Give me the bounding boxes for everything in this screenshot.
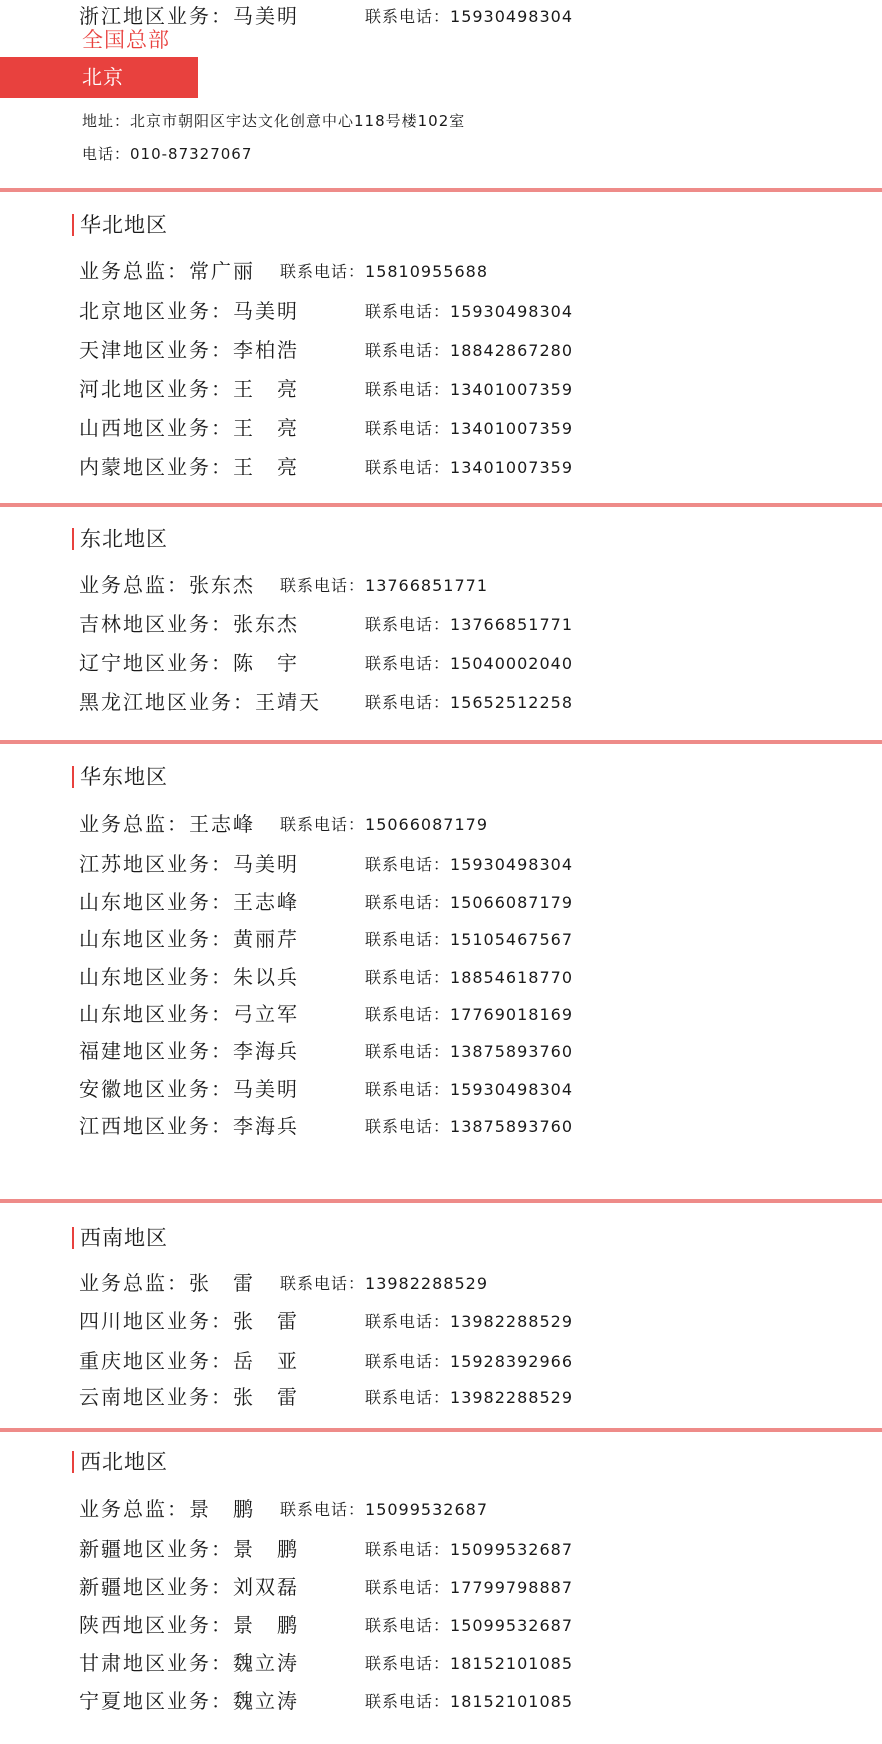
rep-row: [0, 1685, 882, 1715]
rep-row: [0, 1110, 882, 1140]
rep-row: [0, 1035, 882, 1065]
region-divider: [0, 740, 882, 744]
rep-row: [0, 1533, 882, 1563]
contact-phone: [365, 1002, 573, 1025]
rep-row: [0, 373, 882, 403]
hq-address: 地址：北京市朝阳区宇达文化创意中心118号楼102室: [82, 112, 466, 130]
contact-name: 福建地区业务：李海兵: [79, 1039, 299, 1063]
contact-name: 业务总监：张东杰: [79, 573, 255, 597]
phone-number: 18152101085: [450, 1654, 573, 1673]
phone-label: 联系电话：: [365, 1117, 451, 1136]
region-divider: [0, 503, 882, 507]
contact-phone: [365, 1385, 573, 1408]
contact-name: 陕西地区业务：景 鹏: [79, 1613, 299, 1637]
phone-label: 联系电话：: [365, 1616, 451, 1635]
director-row: [0, 808, 882, 838]
phone-label: 联系电话：: [365, 693, 451, 712]
contact-name: 山东地区业务：王志峰: [79, 890, 299, 914]
contact-phone: [365, 927, 573, 950]
contact-phone: [365, 1349, 573, 1372]
phone-label: 联系电话：: [280, 815, 366, 834]
contact-name: 河北地区业务：王 亮: [79, 377, 299, 401]
phone-number: 13766851771: [365, 576, 488, 595]
contact-name: 天津地区业务：李柏浩: [79, 338, 299, 362]
phone-number: 13401007359: [450, 380, 573, 399]
phone-number: 13875893760: [450, 1042, 573, 1061]
phone-label: 联系电话：: [365, 1080, 451, 1099]
contact-name: 业务总监：景 鹏: [79, 1497, 255, 1521]
contact-name: 甘肃地区业务：魏立涛: [79, 1651, 299, 1675]
phone-number: 13982288529: [450, 1312, 573, 1331]
rep-row: [0, 412, 882, 442]
contact-phone: [365, 1114, 573, 1137]
contact-phone: [365, 338, 573, 361]
contact-name: 四川地区业务：张 雷: [79, 1309, 299, 1333]
phone-number: 15099532687: [450, 1540, 573, 1559]
contact-phone: [365, 1689, 573, 1712]
contact-phone: [280, 259, 488, 282]
contact-phone: [365, 890, 573, 913]
phone-number: 13982288529: [365, 1274, 488, 1293]
phone-label: 联系电话：: [365, 1352, 451, 1371]
rep-row: [0, 295, 882, 325]
phone-number: 15066087179: [365, 815, 488, 834]
contact-phone: [365, 299, 573, 322]
rep-row: [0, 923, 882, 953]
phone-number: 15930498304: [450, 855, 573, 874]
contact-name: 吉林地区业务：张东杰: [79, 612, 299, 636]
region-divider: [0, 1199, 882, 1203]
phone-label: 联系电话：: [365, 930, 451, 949]
contact-phone: [365, 690, 573, 713]
rep-row: [0, 1305, 882, 1335]
phone-number: 15930498304: [450, 7, 573, 26]
phone-number: 18842867280: [450, 341, 573, 360]
phone-label: 联系电话：: [280, 262, 366, 281]
contact-phone: [365, 1651, 573, 1674]
contact-phone: [365, 651, 573, 674]
contact-name: 云南地区业务：张 雷: [79, 1385, 299, 1409]
hq-title: 全国总部: [82, 28, 170, 52]
region-title: 西南地区: [72, 1226, 168, 1250]
contact-name: 山东地区业务：朱以兵: [79, 965, 299, 989]
phone-number: 15099532687: [450, 1616, 573, 1635]
contact-name: 山东地区业务：黄丽芹: [79, 927, 299, 951]
phone-label: 联系电话：: [365, 1654, 451, 1673]
director-row: [0, 255, 882, 285]
phone-label: 联系电话：: [280, 1274, 366, 1293]
contact-name: 北京地区业务：马美明: [79, 299, 299, 323]
rep-row: [0, 686, 882, 716]
rep-row: [0, 961, 882, 991]
contact-phone: [365, 612, 573, 635]
phone-number: 17769018169: [450, 1005, 573, 1024]
contact-phone: [365, 416, 573, 439]
contact-phone: [365, 1537, 573, 1560]
contact-name: 内蒙地区业务：王 亮: [79, 455, 299, 479]
contact-name: 江苏地区业务：马美明: [79, 852, 299, 876]
phone-number: 15928392966: [450, 1352, 573, 1371]
phone-number: 15040002040: [450, 654, 573, 673]
region-title: 华东地区: [72, 765, 168, 789]
contact-name: 山西地区业务：王 亮: [79, 416, 299, 440]
contact-name: 新疆地区业务：刘双磊: [79, 1575, 299, 1599]
contact-phone: [365, 4, 573, 27]
phone-label: 联系电话：: [365, 380, 451, 399]
phone-label: 联系电话：: [365, 302, 451, 321]
phone-number: 18152101085: [450, 1692, 573, 1711]
phone-label: 联系电话：: [365, 458, 451, 477]
director-row: [0, 1493, 882, 1523]
phone-label: 联系电话：: [365, 1540, 451, 1559]
contact-name: 黑龙江地区业务：王靖天: [79, 690, 321, 714]
contact-phone: [365, 1039, 573, 1062]
contact-phone: [365, 455, 573, 478]
hq-city-banner: 北京: [0, 57, 198, 98]
region-divider: [0, 188, 882, 192]
phone-number: 13401007359: [450, 458, 573, 477]
phone-number: 15105467567: [450, 930, 573, 949]
phone-label: 联系电话：: [365, 1388, 451, 1407]
rep-row: [0, 886, 882, 916]
phone-label: 联系电话：: [365, 968, 451, 987]
phone-label: 联系电话：: [365, 893, 451, 912]
contact-name: 新疆地区业务：景 鹏: [79, 1537, 299, 1561]
rep-row: [0, 1345, 882, 1375]
contact-phone: [365, 1575, 573, 1598]
phone-number: 15066087179: [450, 893, 573, 912]
rep-row: [0, 1609, 882, 1639]
contact-phone: [365, 1309, 573, 1332]
phone-label: 联系电话：: [365, 1312, 451, 1331]
phone-number: 13875893760: [450, 1117, 573, 1136]
contact-phone: [365, 1077, 573, 1100]
phone-label: 联系电话：: [365, 341, 451, 360]
phone-number: 13401007359: [450, 419, 573, 438]
phone-label: 联系电话：: [365, 1578, 451, 1597]
rep-row: [0, 1381, 882, 1411]
contact-name: 业务总监：张 雷: [79, 1271, 255, 1295]
director-row: [0, 1267, 882, 1297]
phone-number: 17799798887: [450, 1578, 573, 1597]
contact-name: 山东地区业务：弓立军: [79, 1002, 299, 1026]
phone-label: 联系电话：: [365, 419, 451, 438]
region-divider: [0, 1428, 882, 1432]
phone-number: 18854618770: [450, 968, 573, 987]
phone-number: 15099532687: [365, 1500, 488, 1519]
contact-name: 宁夏地区业务：魏立涛: [79, 1689, 299, 1713]
rep-row: [0, 1571, 882, 1601]
phone-label: 联系电话：: [365, 1042, 451, 1061]
phone-number: 15810955688: [365, 262, 488, 281]
contact-phone: [365, 1613, 573, 1636]
hq-phone: 电话：010-87327067: [82, 145, 253, 163]
contact-phone: [280, 573, 488, 596]
phone-label: 联系电话：: [365, 615, 451, 634]
region-title: 华北地区: [72, 213, 168, 237]
phone-number: 13982288529: [450, 1388, 573, 1407]
phone-number: 15930498304: [450, 1080, 573, 1099]
contact-phone: [365, 377, 573, 400]
contact-name: 重庆地区业务：岳 亚: [79, 1349, 299, 1373]
rep-row: [0, 608, 882, 638]
director-row: [0, 569, 882, 599]
contact-name: 辽宁地区业务：陈 宇: [79, 651, 299, 675]
phone-number: 15652512258: [450, 693, 573, 712]
rep-row: [0, 451, 882, 481]
contact-name: 浙江地区业务：马美明: [79, 4, 299, 28]
phone-number: 15930498304: [450, 302, 573, 321]
phone-label: 联系电话：: [365, 7, 451, 26]
rep-row: [0, 0, 882, 30]
phone-label: 联系电话：: [365, 654, 451, 673]
contact-phone: [365, 965, 573, 988]
rep-row: [0, 647, 882, 677]
phone-label: 联系电话：: [365, 1692, 451, 1711]
rep-row: [0, 334, 882, 364]
contact-phone: [365, 852, 573, 875]
rep-row: [0, 1073, 882, 1103]
phone-label: 联系电话：: [365, 855, 451, 874]
region-title: 东北地区: [72, 527, 168, 551]
region-title: 西北地区: [72, 1450, 168, 1474]
contact-name: 业务总监：常广丽: [79, 259, 255, 283]
phone-label: 联系电话：: [280, 1500, 366, 1519]
phone-label: 联系电话：: [365, 1005, 451, 1024]
contact-phone: [280, 1497, 488, 1520]
contact-name: 业务总监：王志峰: [79, 812, 255, 836]
rep-row: [0, 1647, 882, 1677]
contact-name: 安徽地区业务：马美明: [79, 1077, 299, 1101]
contact-phone: [280, 812, 488, 835]
contact-name: 江西地区业务：李海兵: [79, 1114, 299, 1138]
contact-phone: [280, 1271, 488, 1294]
phone-label: 联系电话：: [280, 576, 366, 595]
rep-row: [0, 998, 882, 1028]
rep-row: [0, 848, 882, 878]
phone-number: 13766851771: [450, 615, 573, 634]
